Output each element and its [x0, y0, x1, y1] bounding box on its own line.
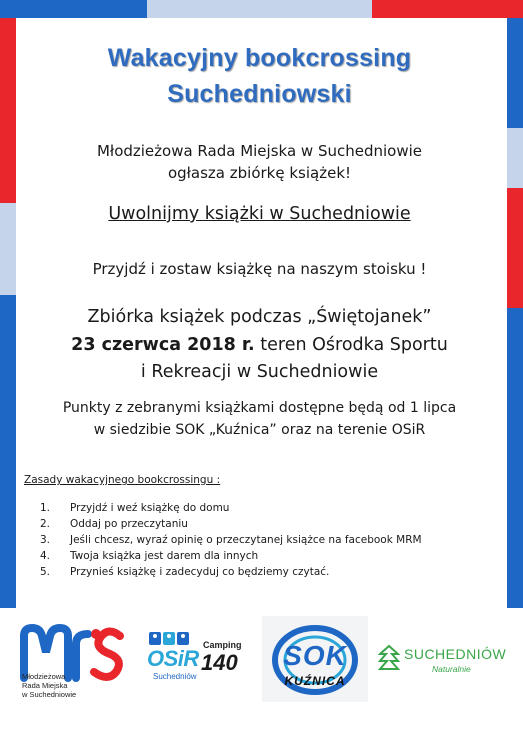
event-line1: Zbiórka książek podczas „Świętojanek”	[87, 307, 432, 327]
rule-item	[40, 550, 258, 562]
camping-label: Camping	[203, 640, 242, 650]
suchedniow-logo	[378, 642, 513, 682]
poster-content	[16, 18, 503, 608]
poster-title-line1: Wakacyjny bookcrossing	[107, 44, 412, 72]
osir-sub: Suchedniów	[153, 672, 197, 681]
rule-number: 2.	[40, 518, 51, 530]
sok-sub: KUŹNICA	[284, 674, 346, 688]
event-line2	[16, 335, 503, 355]
top-stripe-red	[372, 0, 523, 18]
sok-main: SOK	[283, 640, 347, 671]
rule-item	[40, 566, 329, 578]
rule-text: Twoja książka jest darem dla innych	[70, 550, 259, 562]
mrs-name-line2: Rada Miejska	[22, 681, 68, 690]
poster-title-line2: Suchedniowski	[167, 80, 352, 108]
camping-number: 140	[201, 650, 238, 675]
rule-text: Oddaj po przeczytaniu	[70, 518, 188, 530]
osir-logo	[145, 630, 250, 690]
sponsor-logos	[0, 608, 523, 733]
rule-number: 3.	[40, 534, 51, 546]
rule-number: 1.	[40, 502, 51, 514]
rule-number: 5.	[40, 566, 51, 578]
tree-icon	[378, 644, 400, 674]
points-line1: Punkty z zebranymi książkami dostępne będą od 1 lipca	[62, 400, 457, 416]
event-place: teren Ośrodka Sportu	[260, 335, 448, 355]
town-name: SUCHEDNIÓW	[404, 646, 507, 662]
rule-item	[40, 534, 422, 546]
right-stripe-blue-2	[507, 308, 523, 608]
mrs-name-line3: w Suchedniowie	[22, 690, 77, 699]
left-stripe-light	[0, 203, 16, 295]
mrs-name-line1: Młodzieżowa	[22, 672, 66, 681]
rule-text: Przyjdź i weź książkę do domu	[70, 502, 230, 514]
invite-text: Przyjdź i zostaw książkę na naszym stoisku !	[92, 260, 427, 278]
town-tagline: Naturalnie	[432, 664, 471, 674]
points-line2: w siedzibie SOK „Kuźnica” oraz na terenie OSiR	[93, 422, 426, 438]
top-stripe-lightblue	[147, 0, 372, 18]
mrs-logo-name	[22, 672, 76, 699]
intro-line2: ogłasza zbiórkę książek!	[167, 164, 352, 182]
left-stripe-red	[0, 18, 16, 203]
rule-item	[40, 518, 188, 530]
right-stripe-red	[507, 188, 523, 308]
top-stripe-blue	[0, 0, 147, 18]
rule-number: 4.	[40, 550, 51, 562]
right-stripe-blue	[507, 18, 523, 128]
rules-heading: Zasady wakacyjnego bookcrossingu :	[24, 474, 221, 486]
mrs-logo	[0, 608, 140, 728]
event-date: 23 czerwca 2018 r.	[71, 335, 255, 355]
event-line3: i Rekreacji w Suchedniowie	[140, 362, 379, 382]
intro-line1: Młodzieżowa Rada Miejska w Suchedniowie	[96, 142, 422, 160]
osir-main: OSiR	[147, 646, 199, 671]
rule-text: Jeśli chcesz, wyraź opinię o przeczytanej książce na facebook MRM	[70, 534, 422, 546]
left-stripe-blue	[0, 295, 16, 608]
rule-text: Przynieś książkę i zadecyduj co będziemy czytać.	[70, 566, 330, 578]
slogan: Uwolnijmy książki w Suchedniowie	[108, 204, 411, 224]
sok-logo	[262, 616, 368, 702]
rule-item	[40, 502, 229, 514]
right-stripe-light	[507, 128, 523, 188]
sport-pictograms-icon	[149, 632, 191, 646]
